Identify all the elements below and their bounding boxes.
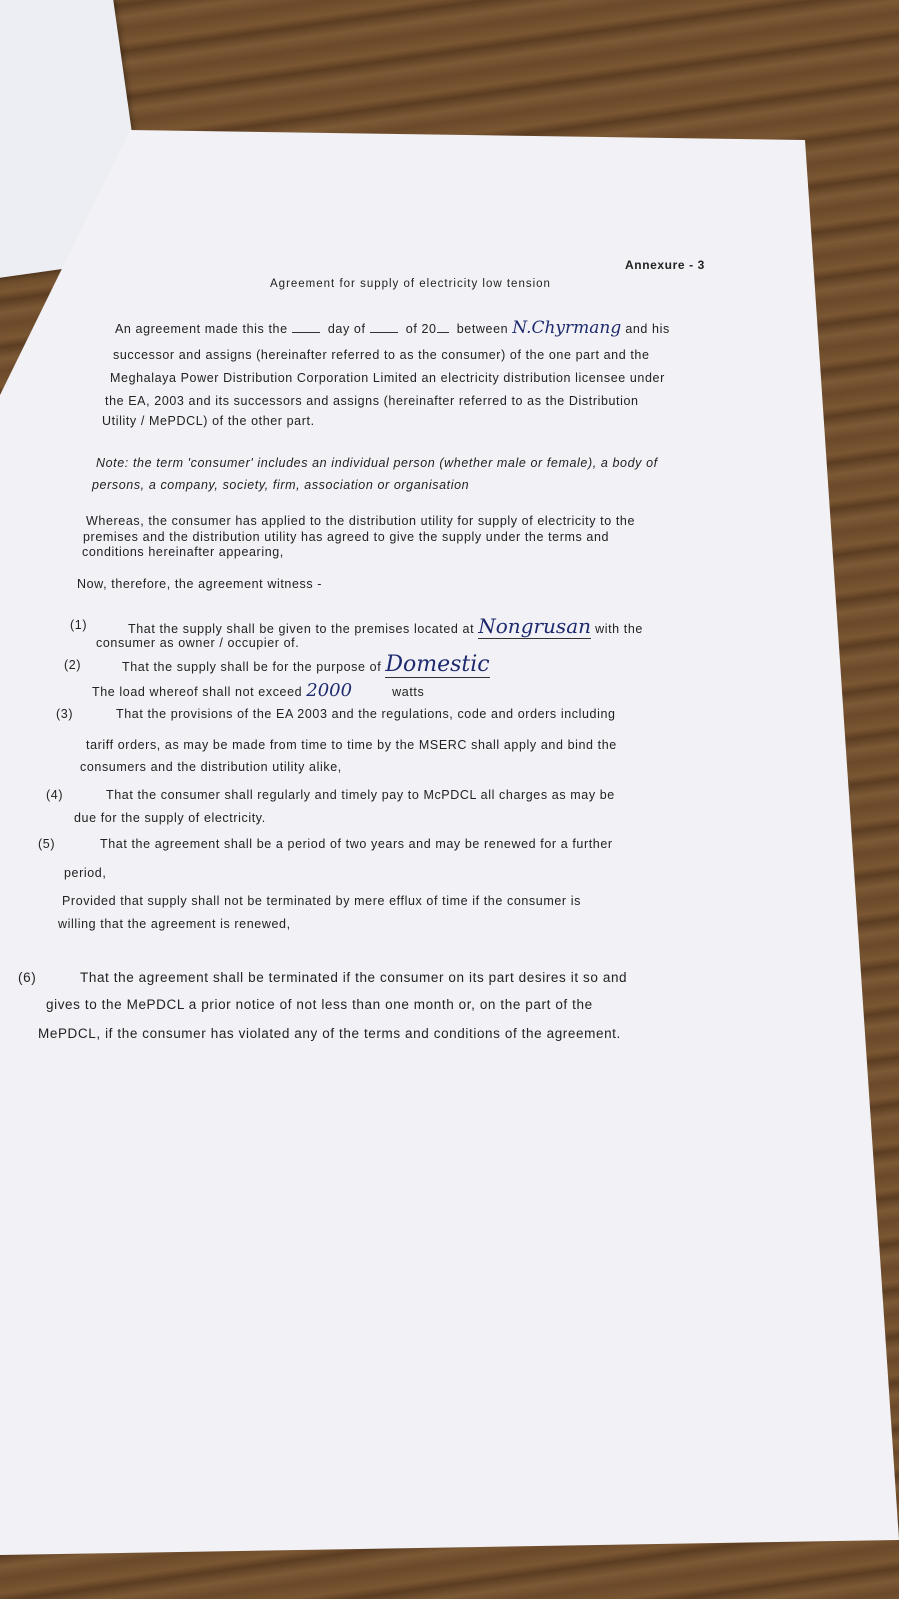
- item2-line1: [122, 652, 490, 677]
- item6-line3: MePDCL, if the consumer has violated any of the terms and conditions of the agreement.: [38, 1026, 621, 1041]
- item3-line2: tariff orders, as may be made from time to time by the MSERC shall apply and bind the: [86, 738, 617, 752]
- item1-text-b: with the: [595, 622, 643, 636]
- item2-text-c: watts: [392, 685, 425, 699]
- item1-text-a: That the supply shall be given to the premises located at: [128, 622, 475, 636]
- year-blank: [437, 332, 449, 333]
- para1-line2: successor and assigns (hereinafter referred to as the consumer) of the one part and the: [113, 348, 650, 362]
- item2-text-a: That the supply shall be for the purpose of: [122, 660, 382, 674]
- whereas-line2: premises and the distribution utility has agreed to give the supply under the terms and: [83, 530, 610, 544]
- annexure-label: Annexure - 3: [625, 258, 705, 272]
- item5-line2: period,: [64, 866, 107, 880]
- para1-line4: the EA, 2003 and its successors and assigns (hereinafter referred to as the Distribution: [105, 394, 639, 408]
- para1-line5: Utility / MePDCL) of the other part.: [102, 414, 315, 428]
- whereas-line3: conditions hereinafter appearing,: [82, 545, 284, 559]
- item6-line1: That the agreement shall be terminated if the consumer on its part desires it so and: [80, 970, 628, 985]
- item2-line2: [92, 680, 424, 701]
- whereas-line1: Whereas, the consumer has applied to the distribution utility for supply of electricity to the: [86, 514, 636, 528]
- day-blank: [292, 332, 320, 333]
- item3-line1: That the provisions of the EA 2003 and the regulations, code and orders including: [116, 707, 616, 721]
- supply-purpose-handwritten: Domestic: [385, 652, 490, 677]
- note-line2: persons, a company, society, firm, association or organisation: [92, 478, 470, 492]
- document-title: Agreement for supply of electricity low tension: [270, 278, 551, 290]
- para1-line1: [115, 318, 670, 338]
- item4-number: (4): [46, 788, 64, 802]
- note-line1: Note: the term 'consumer' includes an individual person (whether male or female), a body of: [96, 456, 658, 470]
- item2-number: (2): [64, 658, 82, 672]
- month-blank: [370, 332, 398, 333]
- consumer-name-handwritten: N.Chyrmang: [512, 318, 622, 338]
- para1-text-c: of 20: [405, 322, 437, 336]
- para1-text-a: An agreement made this the: [115, 322, 288, 336]
- item4-line2: due for the supply of electricity.: [74, 811, 266, 825]
- item3-number: (3): [56, 707, 74, 721]
- item5-line3: Provided that supply shall not be terminated by mere efflux of time if the consumer is: [62, 894, 581, 908]
- item6-number: (6): [18, 970, 37, 985]
- para1-text-b: day of: [327, 322, 366, 336]
- para1-text-d: between: [456, 322, 509, 336]
- item4-line1: That the consumer shall regularly and timely pay to McPDCL all charges as may be: [106, 788, 615, 802]
- item3-line3: consumers and the distribution utility alike,: [80, 760, 342, 774]
- item2-text-b: The load whereof shall not exceed: [92, 685, 303, 699]
- item5-line4: willing that the agreement is renewed,: [58, 917, 291, 931]
- premises-location-handwritten: Nongrusan: [478, 614, 591, 638]
- item5-line1: That the agreement shall be a period of two years and may be renewed for a further: [100, 837, 613, 851]
- item1-number: (1): [70, 618, 88, 632]
- para1-line3: Meghalaya Power Distribution Corporation Limited an electricity distribution licensee under: [110, 371, 665, 385]
- item5-number: (5): [38, 837, 56, 851]
- item1-line2: consumer as owner / occupier of.: [96, 636, 300, 650]
- item1-line1: [128, 614, 643, 638]
- now-therefore-line: Now, therefore, the agreement witness -: [77, 577, 323, 591]
- item6-line2: gives to the MePDCL a prior notice of not less than one month or, on the part of the: [46, 997, 593, 1012]
- load-limit-handwritten: 2000: [306, 680, 353, 701]
- para1-text-e: and his: [625, 322, 670, 336]
